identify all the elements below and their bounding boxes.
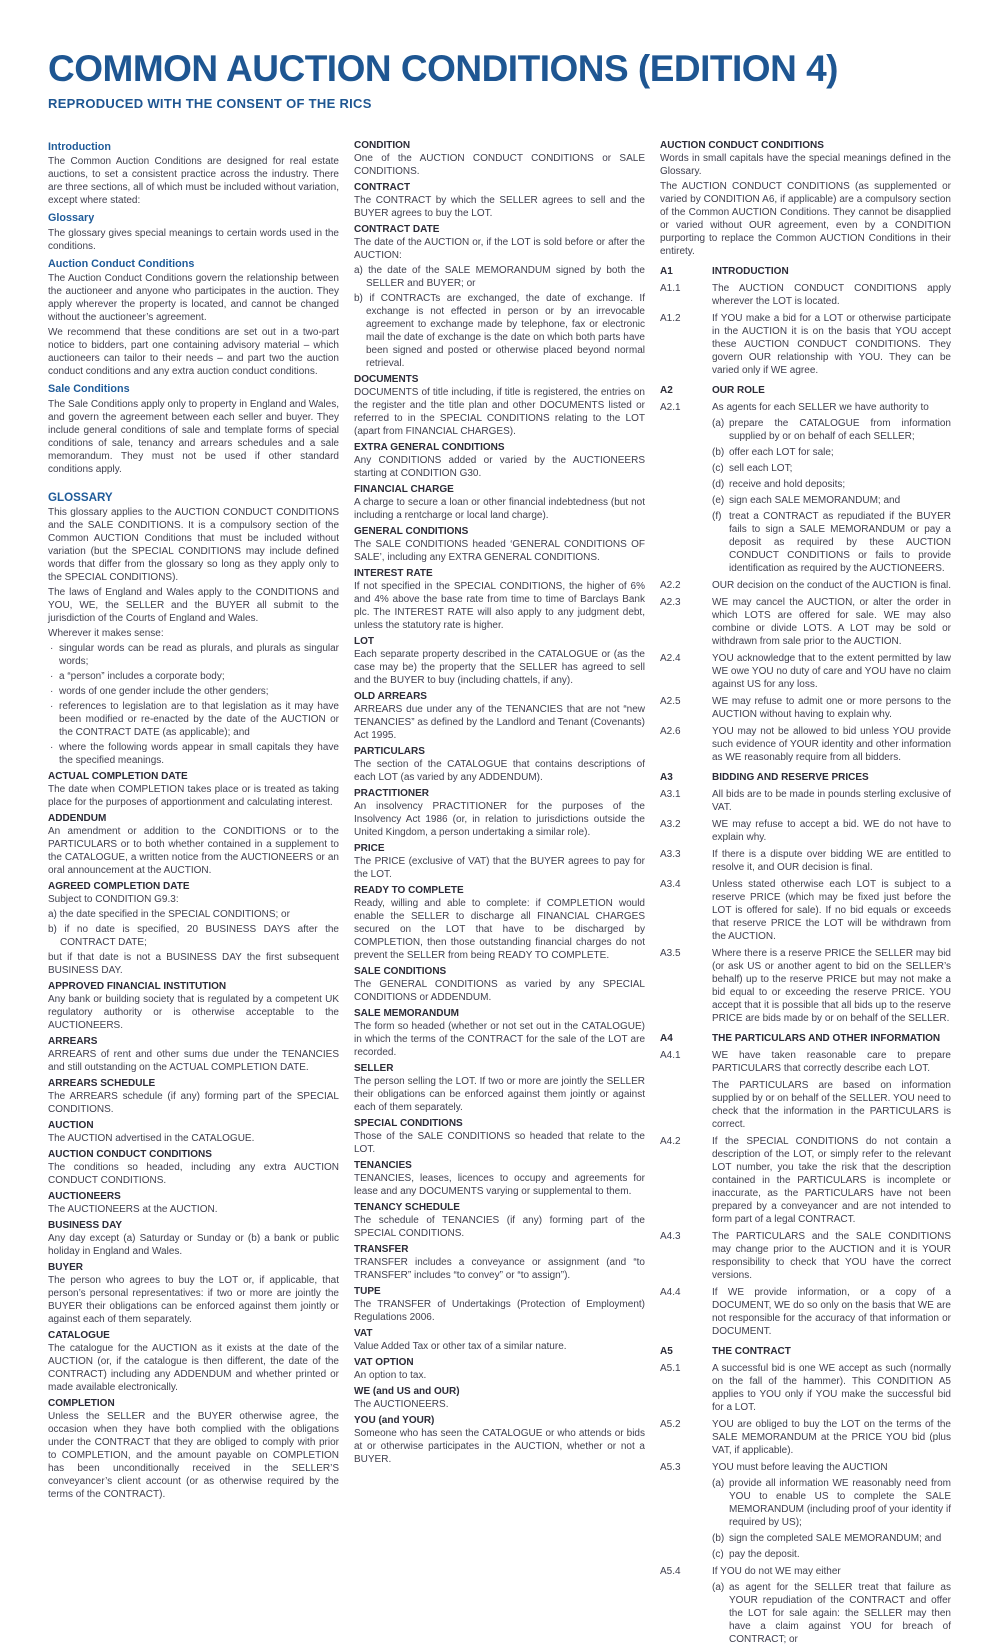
clause-section [660,384,951,397]
paragraph: An insolvency PRACTITIONER for the purposes of the Insolvency Act 1986 (or, in relation to jurisdictions outside the United Kingdom, a person undertaking a similar role). [354,800,645,838]
paragraph: Unless the SELLER and the BUYER otherwise agree, the occasion when they have both complied with the obligations under the CONTRACT that they are obliged to comply with prior to COMPLETION, and the amount payable on COMPLETION has been unconditionally received in the SELLER’S conveyancer’s client account (or as otherwise required by the terms of the CONTRACT). [48,1411,339,1501]
clause-body [712,878,951,943]
paragraph: The laws of England and Wales apply to the CONDITIONS and YOU, WE, the SELLER and the BUYER all submit to the jurisdiction of the Courts of England and Wales. [48,587,339,625]
clause-number: A2.2 [660,579,681,591]
list-item: a) the date of the SALE MEMORANDUM signed by both the SELLER and BUYER; or [354,264,645,289]
clause-text: All bids are to be made in pounds sterling exclusive of VAT. [712,788,951,813]
clause-number: A5.3 [660,1461,681,1473]
glossary-heading: GLOSSARY [48,490,113,504]
glossary-term: READY TO COMPLETE [354,884,464,896]
subitem-marker: (a) [712,1581,725,1593]
clause [660,818,951,844]
clause-subitem [712,510,951,575]
clause-section-title: THE PARTICULARS AND OTHER INFORMATION [712,1032,941,1044]
glossary-term: PARTICULARS [354,745,425,757]
paragraph: We recommend that these conditions are set out in a two-part notice to bidders, part one containing advisory material – which auctioneers can tailor to their needs – and part two the auction conduct conditions and any extra auction conduct conditions. [48,327,339,378]
glossary-term: PRICE [354,842,385,854]
clause [660,1049,951,1131]
clause-text: YOU acknowledge that to the extent permitted by law WE owe YOU no duty of care and YOU have no claim against US for any loss. [712,652,951,690]
clause [660,878,951,943]
glossary-term: AUCTIONEERS [48,1191,121,1203]
glossary-term: WE (and US and OUR) [354,1385,460,1397]
list-item: b) if CONTRACTs are exchanged, the date of exchange. If exchange is not effected in person or by an irrevocable agreement to exchange made by telephone, fax or electronic mail the date of exchange is the date on which both parts have been signed and posted or otherwise placed beyond normal retrieval. [354,292,645,369]
glossary-term: AUCTION CONDUCT CONDITIONS [660,139,824,151]
clause-text: WE may refuse to accept a bid. WE do not have to explain why. [712,818,951,843]
clause-subitem [712,462,951,475]
subitem-text: prepare the CATALOGUE from information supplied by or on behalf of each SELLER; [729,417,951,442]
glossary-term: TUPE [354,1285,381,1297]
subitem-marker: (a) [712,1477,725,1489]
paragraph: The Common Auction Conditions are designed for real estate auctions, to set a consistent practice across the industry. There are three sections, all of which must be included without variation, except where stated: [48,156,339,207]
paragraph: The conditions so headed, including any extra AUCTION CONDUCT CONDITIONS. [48,1162,339,1187]
clause-number: A2.5 [660,695,681,707]
bullet-dot: · [50,742,54,754]
subitem-text: provide all information WE reasonably need from YOU to enable US to complete the SALE MEMORANDUM (including proof of your identity if required by US); [729,1477,951,1528]
clause-body [712,1418,951,1457]
paragraph: The person selling the LOT. If two or more are jointly the SELLER their obligations can be enforced against them jointly or against each of them separately. [354,1075,645,1113]
clause-section [660,1345,951,1358]
clause-body [712,1230,951,1282]
subitem-text: sell each LOT; [729,462,793,474]
glossary-term: BUYER [48,1262,84,1274]
glossary-term: YOU (and YOUR) [354,1414,435,1426]
clause-body [712,1461,951,1561]
paragraph: The AUCTIONEERS. [354,1398,449,1410]
glossary-term: ARREARS SCHEDULE [48,1078,156,1090]
clause-number: A5.1 [660,1362,681,1374]
bullet-text: where the following words appear in small capitals they have the specified meanings. [59,742,339,767]
column-2 [354,136,645,1468]
section-heading: Sale Conditions [48,383,130,396]
paragraph: The form so headed (whether or not set out in the CATALOGUE) in which the terms of the CONTRACT for the sale of the LOT are recorded. [354,1020,645,1058]
clause-body [712,725,951,764]
clause-text: The PARTICULARS are based on information supplied by or on behalf of the SELLER. YOU need to check that the information in the PARTICULARS is correct. [712,1079,951,1130]
clause [660,1362,951,1414]
clause-text: YOU must before leaving the AUCTION [712,1461,888,1473]
clause-subitem [712,1532,951,1545]
glossary-term: FINANCIAL CHARGE [354,483,454,495]
clause-subitem [712,494,951,507]
glossary-term: SALE CONDITIONS [354,965,447,977]
clause-body [712,312,951,377]
clause [660,788,951,814]
paragraph: Wherever it makes sense: [48,628,164,640]
clause-body [712,596,951,648]
subitem-text: pay the deposit. [729,1548,800,1560]
bullet-item [50,700,339,739]
paragraph: Subject to CONDITION G9.3: [48,894,179,906]
clause [660,1565,951,1646]
bullet-dot: · [50,643,54,655]
paragraph: Words in small capitals have the special meanings defined in the Glossary. [660,152,951,177]
paragraph: This glossary applies to the AUCTION CONDUCT CONDITIONS and the SALE CONDITIONS. It is a compulsory section of the Common AUCTION Conditions that must be included without variation (but the SPECIAL CONDITIONS may include defined words that differ from the glossary so long as they apply only to the SPECIAL CONDITIONS). [48,507,339,584]
subitem-marker: (b) [712,446,725,458]
glossary-term: SELLER [354,1062,394,1074]
subitem-text: receive and hold deposits; [729,478,846,490]
clause-text: WE may cancel the AUCTION, or alter the order in which LOTS are offered for sale. WE may also combine or divide LOTS. A LOT may be sold or withdrawn from sale prior to the AUCTION. [712,596,951,647]
paragraph: The glossary gives special meanings to certain words used in the conditions. [48,227,339,252]
clause-number: A1.2 [660,312,681,324]
glossary-term: OLD ARREARS [354,690,427,702]
clause [660,1461,951,1561]
subitem-text: sign the completed SALE MEMORANDUM; and [729,1532,942,1544]
paragraph: The catalogue for the AUCTION as it exists at the date of the AUCTION (or, if the catalogue is then different, the date of the CONTRACT) including any ADDENDUM and whether printed or made available electronically. [48,1343,339,1394]
glossary-term: CONTRACT [354,181,411,193]
clause-body [712,947,951,1025]
clause-number: A2 [660,384,673,396]
clause-text: If the SPECIAL CONDITIONS do not contain a description of the LOT, or simply refer to the relevant LOT number, you take the risk that the description contained in the PARTICULARS is incomplete or inaccurate, as the PARTICULARS have not been prepared by a conveyancer and are not intended to form part of a legal CONTRACT. [712,1135,951,1225]
subitem-text: offer each LOT for sale; [729,446,834,458]
paragraph: If not specified in the SPECIAL CONDITIONS, the higher of 6% and 4% above the base rate from time to time of Barclays Bank plc. The INTEREST RATE will also apply to any judgment debt, unless the statutory rate is higher. [354,580,645,631]
clause-number: A4.2 [660,1135,681,1147]
glossary-term: ADDENDUM [48,813,107,825]
glossary-term: COMPLETION [48,1398,115,1410]
glossary-term: CONTRACT DATE [354,223,440,235]
list-item: a) the date specified in the SPECIAL CONDITIONS; or [48,909,290,921]
glossary-term: SALE MEMORANDUM [354,1007,459,1019]
clause-section [660,265,951,278]
glossary-term: INTEREST RATE [354,567,433,579]
section-heading: Glossary [48,212,95,225]
paragraph: A charge to secure a loan or other financial indebtedness (but not including a rentcharge or local land charge). [354,496,645,521]
clause-number: A4.1 [660,1049,681,1061]
clause [660,312,951,377]
clause-body [712,695,951,721]
list-item: b) if no date is specified, 20 BUSINESS DAYS after the CONTRACT DATE; [48,924,339,949]
subitem-marker: (c) [712,1548,724,1560]
bullet-dot: · [50,671,54,683]
paragraph: Any CONDITIONS added or varied by the AUCTIONEERS starting at CONDITION G30. [354,454,645,479]
clause-body [712,1565,951,1646]
clause-body [712,1135,951,1226]
paragraph: The GENERAL CONDITIONS as varied by any SPECIAL CONDITIONS or ADDENDUM. [354,978,645,1003]
column-3 [660,136,951,1646]
clause [660,1286,951,1338]
clause-text: As agents for each SELLER we have authority to [712,401,929,413]
clause [660,1230,951,1282]
glossary-term: VAT [354,1327,373,1339]
subitem-marker: (d) [712,478,725,490]
bullet-text: singular words can be read as plurals, and plurals as singular words; [59,643,339,668]
clause-subitem [712,446,951,459]
clause [660,725,951,764]
section-heading: Introduction [48,140,111,153]
clause-number: A3 [660,771,673,783]
page-subtitle: REPRODUCED WITH THE CONSENT OF THE RICS [48,95,372,111]
paragraph: The Auction Conduct Conditions govern the relationship between the auctioneer and anyone who participates in the auction. They apply wherever the property is located, and cannot be changed without the auctioneer’s agreement. [48,273,339,324]
clause-body [712,1286,951,1338]
clause-text: OUR decision on the conduct of the AUCTION is final. [712,579,951,591]
paragraph: TRANSFER includes a conveyance or assignment (and “to TRANSFER” includes “to convey” or “to assign”). [354,1256,645,1281]
column-1 [48,136,339,1503]
paragraph: Each separate property described in the CATALOGUE or (as the case may be) the property that the SELLER has agreed to sell and the BUYER to buy (including chattels, if any). [354,648,645,686]
paragraph: The Sale Conditions apply only to property in England and Wales, and govern the agreement between each seller and buyer. They include general conditions of sale and template forms of special conditions of sale, tenancy and arrears schedules and a sale memorandum. They must not be used if other standard conditions apply. [48,398,339,475]
clause-subitem [712,1477,951,1529]
clause-subitem [712,1548,951,1561]
clause-number: A1 [660,265,673,277]
paragraph: TENANCIES, leases, licences to occupy and agreements for lease and any DOCUMENTS varying or supplemental to them. [354,1172,645,1197]
paragraph: Ready, willing and able to complete: if COMPLETION would enable the SELLER to discharge all FINANCIAL CHARGES secured on the LOT that have to be discharged by COMPLETION, then those outstanding financial charges do not prevent the SELLER from being READY TO COMPLETE. [354,897,645,961]
paragraph: The TRANSFER of Undertakings (Protection of Employment) Regulations 2006. [354,1298,645,1323]
glossary-term: PRACTITIONER [354,787,429,799]
clause-number: A2.6 [660,725,681,737]
bullet-dot: · [50,686,54,698]
subitem-text: treat a CONTRACT as repudiated if the BUYER fails to sign a SALE MEMORANDUM or pay a deposit as required by these AUCTION CONDUCT CONDITIONS or fails to provide identification as required by the AUCTIONEERS. [729,510,951,574]
glossary-term: LOT [354,635,374,647]
clause [660,1418,951,1457]
bullet-item [50,741,339,767]
page-title: COMMON AUCTION CONDITIONS (EDITION 4) [48,48,838,89]
paragraph: ARREARS of rent and other sums due under the TENANCIES and still outstanding on the ACTUAL COMPLETION DATE. [48,1049,339,1074]
clause-number: A4 [660,1032,673,1044]
glossary-term: TRANSFER [354,1243,409,1255]
clause [660,695,951,721]
glossary-term: AUCTION [48,1120,94,1132]
paragraph: Those of the SALE CONDITIONS so headed that relate to the LOT. [354,1130,645,1155]
clause-text: YOU may not be allowed to bid unless YOU provide such evidence of YOUR identity and other information as WE reasonably require from all bidders. [712,725,951,763]
paragraph: The ARREARS schedule (if any) forming part of the SPECIAL CONDITIONS. [48,1091,339,1116]
clause-section-title: INTRODUCTION [712,265,789,277]
paragraph: The AUCTION CONDUCT CONDITIONS (as supplemented or varied by CONDITION A6, if applicable) are a compulsory section of the Common AUCTION Conditions. They cannot be disapplied or varied without OUR agreement, even by a CONDITION purporting to replace the Common AUCTION Conditions in their entirety. [660,180,951,257]
clause-number: A3.1 [660,788,681,800]
paragraph: The AUCTIONEERS at the AUCTION. [48,1204,218,1216]
clause-subitem [712,1581,951,1646]
clause-section-title: THE CONTRACT [712,1345,791,1357]
clause [660,401,951,575]
glossary-term: DOCUMENTS [354,373,419,385]
clause-number: A2.3 [660,596,681,608]
clause-subitem [712,478,951,491]
bullet-text: words of one gender include the other genders; [59,686,269,698]
clause-text: A successful bid is one WE accept as such (normally on the fall of the hammer). This CONDITION A5 applies to YOU only if YOU make the successful bid for a LOT. [712,1362,951,1413]
glossary-term: ARREARS [48,1036,98,1048]
paragraph: but if that date is not a BUSINESS DAY the first subsequent BUSINESS DAY. [48,952,339,977]
paragraph: Someone who has seen the CATALOGUE or who attends or bids at or otherwise participates in the AUCTION, whether or not a BUYER. [354,1427,645,1465]
glossary-term: GENERAL CONDITIONS [354,525,469,537]
paragraph: One of the AUCTION CONDUCT CONDITIONS or SALE CONDITIONS. [354,152,645,177]
paragraph: The SALE CONDITIONS headed ‘GENERAL CONDITIONS OF SALE’, including any EXTRA GENERAL CONDITIONS. [354,538,645,563]
paragraph: Value Added Tax or other tax of a similar nature. [354,1340,567,1352]
bullet-text: a “person” includes a corporate body; [59,671,225,683]
paragraph: DOCUMENTS of title including, if title is registered, the entries on the register and the title plan and other DOCUMENTS listed or referred to in the SPECIAL CONDITIONS relating to the LOT (apart from FINANCIAL CHARGES). [354,386,645,437]
glossary-term: APPROVED FINANCIAL INSTITUTION [48,981,227,993]
clause-body [712,282,951,308]
glossary-term: VAT OPTION [354,1356,414,1368]
clause-text: YOU are obliged to buy the LOT on the terms of the SALE MEMORANDUM at the PRICE YOU bid (plus VAT, if applicable). [712,1418,951,1456]
clause-number: A5.2 [660,1418,681,1430]
glossary-term: CATALOGUE [48,1330,110,1342]
subitem-marker: (a) [712,417,725,429]
clause-text: Unless stated otherwise each LOT is subject to a reserve PRICE (which may be fixed just before the LOT is offered for sale). If no bid equals or exceeds that reserve PRICE the LOT will be withdrawn from the AUCTION. [712,878,951,942]
clause-number: A3.5 [660,947,681,959]
paragraph: The CONTRACT by which the SELLER agrees to sell and the BUYER agrees to buy the LOT. [354,194,645,219]
clause [660,652,951,691]
clause-body [712,579,951,592]
subitem-marker: (f) [712,510,722,522]
clause-number: A3.4 [660,878,681,890]
paragraph: Any bank or building society that is regulated by a competent UK regulatory authority or is otherwise acceptable to the AUCTIONEERS. [48,994,339,1032]
clause-number: A2.1 [660,401,681,413]
clause-number: A4.4 [660,1286,681,1298]
clause [660,848,951,874]
clause [660,947,951,1025]
columns-container [48,136,952,1646]
paragraph: The section of the CATALOGUE that contains descriptions of each LOT (as varied by any ADDENDUM). [354,758,645,783]
paragraph: The person who agrees to buy the LOT or, if applicable, that person’s personal representatives: if two or more are jointly the BUYER their obligations can be enforced against them jointly or against each of them separately. [48,1275,339,1326]
paragraph: The PRICE (exclusive of VAT) that the BUYER agrees to pay for the LOT. [354,855,645,880]
clause-body [712,1049,951,1131]
clause-body [712,788,951,814]
bullet-item [50,670,339,683]
paragraph: An amendment or addition to the CONDITIONS or to the PARTICULARS or to both whether contained in a supplement to the CATALOGUE, a written notice from the AUCTIONEERS or an oral announcement at the AUCTION. [48,826,339,877]
clause-body [712,401,951,575]
clause-number: A3.3 [660,848,681,860]
glossary-term: EXTRA GENERAL CONDITIONS [354,441,505,453]
clause-text: WE have taken reasonable care to prepare PARTICULARS that correctly describe each LOT. [712,1049,951,1074]
clause-number: A5.4 [660,1565,681,1577]
paragraph: An option to tax. [354,1369,427,1381]
paragraph: ARREARS due under any of the TENANCIES that are not “new TENANCIES” as defined by the Landlord and Tenant (Covenants) Act 1995. [354,703,645,741]
document-header [48,0,952,111]
section-heading: Auction Conduct Conditions [48,257,195,270]
clause-section [660,771,951,784]
subitem-text: as agent for the SELLER treat that failure as YOUR repudiation of the CONTRACT and offer the LOT for sale again: the SELLER may then have a claim against YOU for breach of CONTRACT; or [729,1581,951,1645]
glossary-term: ACTUAL COMPLETION DATE [48,771,188,783]
clause-text: If YOU do not WE may either [712,1565,841,1577]
subitem-text: sign each SALE MEMORANDUM; and [729,494,901,506]
clause-body [712,848,951,874]
subitem-marker: (c) [712,462,724,474]
clause-section [660,1032,951,1045]
paragraph: The AUCTION advertised in the CATALOGUE. [48,1133,255,1145]
clause-text: If WE provide information, or a copy of a DOCUMENT, WE do so only on the basis that WE are not responsible for the accuracy of that information or DOCUMENT. [712,1286,951,1337]
clause [660,596,951,648]
bullet-item [50,685,339,698]
clause-subitem [712,417,951,443]
paragraph: Any day except (a) Saturday or Sunday or (b) a bank or public holiday in England and Wales. [48,1233,339,1258]
subitem-marker: (b) [712,1532,725,1544]
bullet-item [50,642,339,668]
clause-number: A5 [660,1345,673,1357]
clause-section-title: BIDDING AND RESERVE PRICES [712,771,869,783]
clause-text: The AUCTION CONDUCT CONDITIONS apply wherever the LOT is located. [712,282,951,307]
clause [660,579,951,592]
clause-text: WE may refuse to admit one or more persons to the AUCTION without having to explain why. [712,695,951,720]
clause-text: The PARTICULARS and the SALE CONDITIONS may change prior to the AUCTION and it is YOUR responsibility to check that YOU have the correct versions. [712,1230,951,1281]
glossary-term: TENANCIES [354,1159,412,1171]
clause-body [712,818,951,844]
glossary-term: SPECIAL CONDITIONS [354,1117,463,1129]
clause-text: If there is a dispute over bidding WE are entitled to resolve it, and OUR decision is final. [712,848,951,873]
clause [660,1135,951,1226]
glossary-term: BUSINESS DAY [48,1220,123,1232]
glossary-term: AGREED COMPLETION DATE [48,881,190,893]
clause-number: A2.4 [660,652,681,664]
bullet-dot: · [50,701,54,713]
paragraph: The date when COMPLETION takes place or is treated as taking place for the purposes of apportionment and calculating interest. [48,784,339,809]
clause-number: A4.3 [660,1230,681,1242]
clause-body [712,1362,951,1414]
clause [660,282,951,308]
glossary-term: CONDITION [354,139,411,151]
clause-number: A3.2 [660,818,681,830]
subitem-marker: (e) [712,494,725,506]
clause-text: If YOU make a bid for a LOT or otherwise participate in the AUCTION it is on the basis that YOU accept these AUCTION CONDUCT CONDITIONS. They govern OUR relationship with YOU. They can be varied only if WE agree. [712,312,951,376]
clause-section-title: OUR ROLE [712,384,765,396]
paragraph: The date of the AUCTION or, if the LOT is sold before or after the AUCTION: [354,236,645,261]
paragraph: The schedule of TENANCIES (if any) forming part of the SPECIAL CONDITIONS. [354,1214,645,1239]
clause-text: Where there is a reserve PRICE the SELLER may bid (or ask US or another agent to bid on the SELLER’s behalf) up to the reserve PRICE but may not make a bid equal to or exceeding the reserve PRICE. YOU accept that it is possible that all bids up to the reserve PRICE are bids made by or on behalf of the SELLER. [712,947,951,1024]
glossary-term: TENANCY SCHEDULE [354,1201,460,1213]
bullet-text: references to legislation are to that legislation as it may have been modified or re-enacted by the date of the AUCTION or the CONTRACT DATE (as applicable); and [59,701,339,739]
glossary-term: AUCTION CONDUCT CONDITIONS [48,1149,212,1161]
clause-number: A1.1 [660,282,681,294]
clause-body [712,652,951,691]
